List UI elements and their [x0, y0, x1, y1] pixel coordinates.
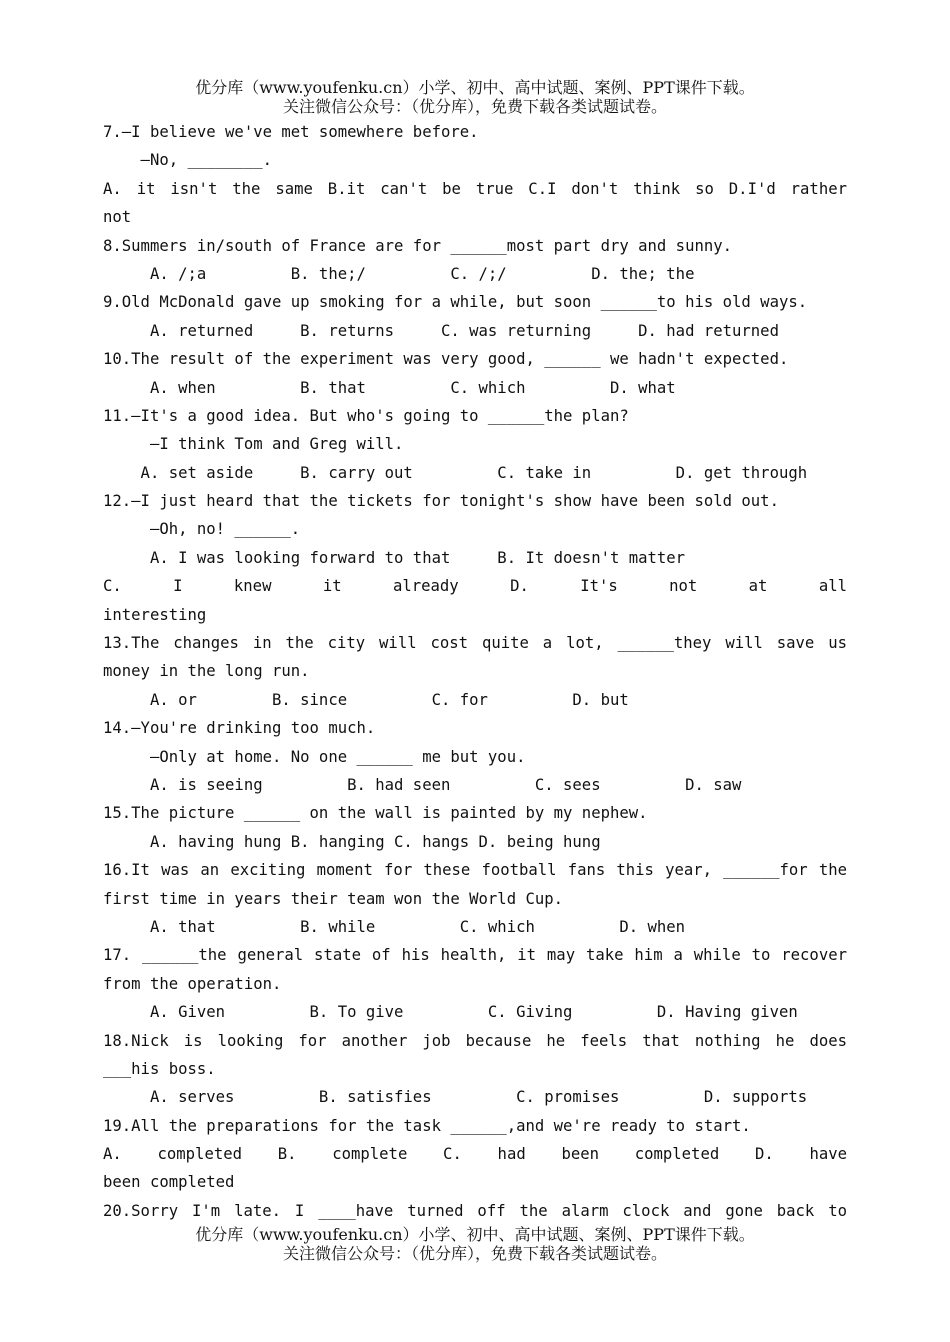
- text-line: 16.It was an exciting moment for these football fans this year, ______for the: [103, 861, 847, 880]
- text-line: not: [103, 208, 132, 227]
- text-line: 7.—I believe we've met somewhere before.: [103, 123, 479, 141]
- text-line: A. serves B. satisfies C. promises D. supports: [103, 1088, 808, 1107]
- text-line: A. returned B. returns C. was returning D. had returned: [103, 321, 779, 340]
- text-line: —I think Tom and Greg will.: [103, 435, 404, 454]
- text-line: 11.—It's a good idea. But who's going to ______the plan?: [103, 406, 629, 425]
- text-line: 18.Nick is looking for another job because he feels that nothing he does: [103, 1031, 847, 1050]
- text-line: first time in years their team won the World Cup.: [103, 889, 564, 908]
- text-line: 8.Summers in/south of France are for ______most part dry and sunny.: [103, 236, 733, 255]
- text-line: 14.—You're drinking too much.: [103, 719, 376, 738]
- text-line: 12.—I just heard that the tickets for tonight's show have been sold out.: [103, 492, 779, 511]
- question-list: [103, 118, 847, 1225]
- text-line: A. having hung B. hanging C. hangs D. being hung: [103, 832, 601, 851]
- text-line: A. /;a B. the;/ C. /;/ D. the; the: [103, 264, 695, 283]
- text-line: 19.All the preparations for the task ______,and we're ready to start.: [103, 1116, 751, 1135]
- header-line-1: 优分库（www.youfenku.cn）小学、初中、高中试题、案例、PPT课件下载。: [195, 78, 755, 97]
- text-line: 17. ______the general state of his health, it may take him a while to recover: [103, 946, 847, 965]
- footer-line-2: 关注微信公众号：（优分库），免费下载各类试题试卷。: [282, 1244, 667, 1263]
- text-line: A. completed B. complete C. had been completed D. have: [103, 1145, 847, 1164]
- text-line: A. I was looking forward to that B. It doesn't matter: [103, 548, 686, 567]
- text-line: money in the long run.: [103, 662, 310, 681]
- text-line: A. that B. while C. which D. when: [103, 917, 686, 936]
- text-line: —No, ________.: [103, 151, 272, 170]
- text-line: interesting: [103, 605, 207, 624]
- text-line: been completed: [103, 1173, 235, 1192]
- text-line: A. or B. since C. for D. but: [103, 690, 629, 709]
- text-line: A. it isn't the same B.it can't be true C.I don't think so D.I'd rather: [103, 179, 847, 198]
- text-line: A. is seeing B. had seen C. sees D. saw: [103, 775, 742, 794]
- text-line: from the operation.: [103, 974, 282, 993]
- text-line: —Oh, no! ______.: [103, 520, 301, 539]
- text-line: A. Given B. To give C. Giving D. Having given: [103, 1003, 798, 1022]
- header-line-2: 关注微信公众号：（优分库），免费下载各类试题试卷。: [282, 97, 667, 116]
- text-line: —Only at home. No one ______ me but you.: [103, 747, 526, 766]
- text-line: 15.The picture ______ on the wall is painted by my nephew.: [103, 804, 648, 823]
- text-line: 13.The changes in the city will cost quite a lot, ______they will save us: [103, 634, 847, 653]
- page-footer: [0, 1225, 950, 1263]
- text-line: 10.The result of the experiment was very good, ______ we hadn't expected.: [103, 350, 789, 369]
- footer-line-1: 优分库（www.youfenku.cn）小学、初中、高中试题、案例、PPT课件下载。: [195, 1225, 755, 1244]
- text-line: A. when B. that C. which D. what: [103, 378, 676, 397]
- page-header: [0, 78, 950, 116]
- text-line: A. set aside B. carry out C. take in D. get through: [103, 463, 808, 482]
- text-line: 9.Old McDonald gave up smoking for a while, but soon ______to his old ways.: [103, 293, 808, 312]
- text-line: C. I knew it already D. It's not at all: [103, 577, 847, 596]
- text-line: 20.Sorry I'm late. I ____have turned off the alarm clock and gone back to: [103, 1201, 847, 1220]
- text-line: ___his boss.: [103, 1059, 216, 1078]
